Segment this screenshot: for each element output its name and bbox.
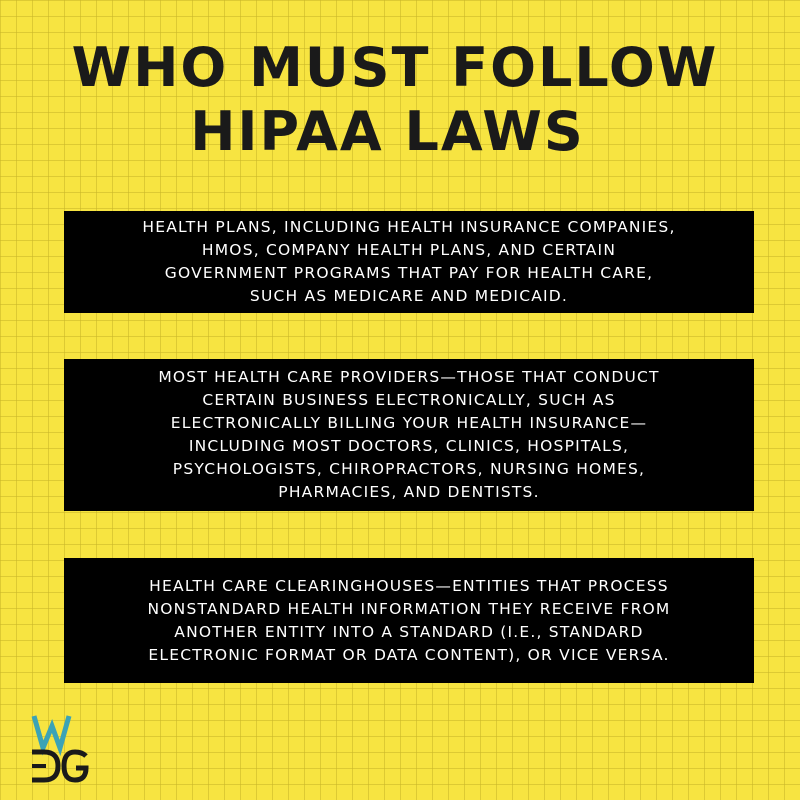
box-text-line: MOST HEALTH CARE PROVIDERS—THOSE THAT CONDUCT	[158, 368, 660, 386]
logo-w-stroke	[34, 716, 69, 748]
title-line-1: WHO MUST FOLLOW	[71, 36, 719, 99]
box-text-line: INCLUDING MOST DOCTORS, CLINICS, HOSPITALS,	[188, 437, 630, 455]
box-text-line: SUCH AS MEDICARE AND MEDICAID.	[249, 287, 569, 305]
box-text-line: ELECTRONICALLY BILLING YOUR HEALTH INSURANCE—	[170, 414, 648, 432]
health-care-providers-box	[64, 359, 754, 511]
wdg-logo-mark	[28, 712, 92, 784]
clearinghouses-box	[64, 558, 754, 683]
box-text-line: ANOTHER ENTITY INTO A STANDARD (I.E., STANDARD	[174, 622, 644, 641]
box-text-line: CERTAIN BUSINESS ELECTRONICALLY, SUCH AS	[202, 391, 616, 409]
box-text-line: GOVERNMENT PROGRAMS THAT PAY FOR HEALTH CARE,	[164, 264, 654, 282]
title-line-2: HIPAA LAWS	[190, 100, 585, 163]
box-text-line: NONSTANDARD HEALTH INFORMATION THEY RECEIVE FROM	[147, 599, 671, 618]
logo-g-stroke	[64, 752, 86, 780]
box-text-line: HEALTH CARE CLEARINGHOUSES—ENTITIES THAT PROCESS	[149, 576, 669, 595]
box-text-line: HMOS, COMPANY HEALTH PLANS, AND CERTAIN	[201, 241, 617, 259]
page-title	[0, 36, 800, 164]
health-plans-box	[64, 211, 754, 313]
box-text-line: PHARMACIES, AND DENTISTS.	[278, 483, 540, 501]
box-text-line: HEALTH PLANS, INCLUDING HEALTH INSURANCE COMPANIES,	[142, 218, 676, 236]
box-text-line: ELECTRONIC FORMAT OR DATA CONTENT), OR VICE VERSA.	[148, 645, 670, 664]
wdg-logo	[28, 712, 92, 784]
box-text-line: PSYCHOLOGISTS, CHIROPRACTORS, NURSING HOMES,	[172, 460, 646, 478]
